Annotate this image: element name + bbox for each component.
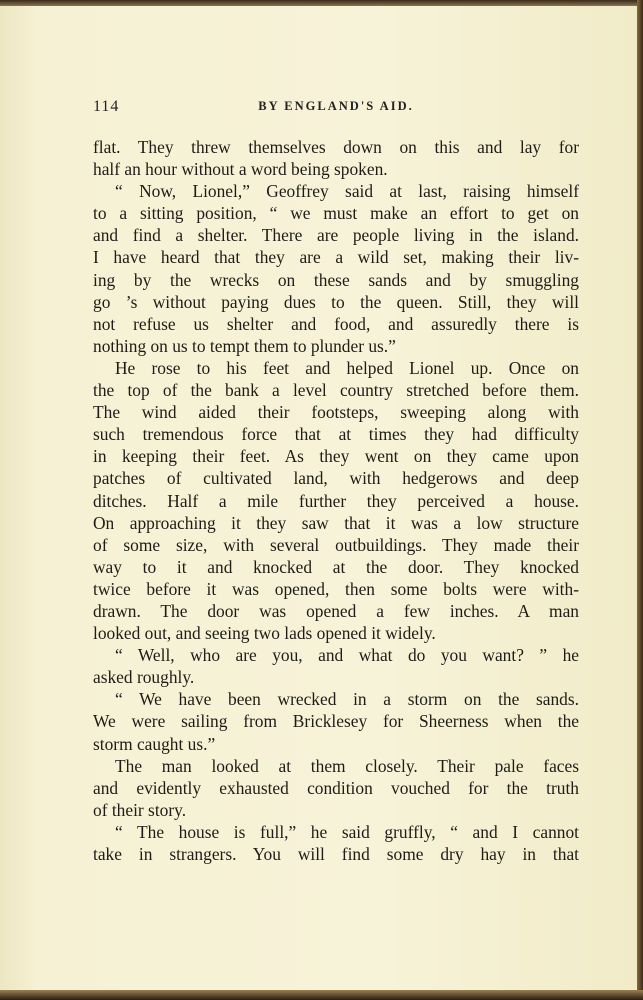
body-text xyxy=(93,136,579,865)
text-line: of some size, with several outbuildings. They made their xyxy=(93,534,579,555)
text-line: in keeping their feet. As they went on they came upon xyxy=(93,446,579,467)
text-line: flat. They threw themselves down on this and lay for xyxy=(93,137,579,157)
text-line: twice before it was opened, then some bolts were with- xyxy=(93,578,579,599)
book-page xyxy=(0,6,637,990)
text-line: the top of the bank a level country stretched before them. xyxy=(93,380,579,401)
text-line: “ We have been wrecked in a storm on the sands. xyxy=(115,689,579,710)
text-line: way to it and knocked at the door. They knocked xyxy=(93,556,579,577)
text-line: not refuse us shelter and food, and assuredly there is xyxy=(93,313,579,334)
text-line: asked roughly. xyxy=(93,667,195,688)
text-line: nothing on us to tempt them to plunder us.” xyxy=(93,335,396,356)
text-line: go ’s without paying dues to the queen. Still, they will xyxy=(93,291,579,312)
text-line: and evidently exhausted condition vouched for the truth xyxy=(93,777,579,798)
text-line: On approaching it they saw that it was a low structure xyxy=(93,512,579,533)
text-line: such tremendous force that at times they had difficulty xyxy=(93,424,579,445)
text-line: The man looked at them closely. Their pale faces xyxy=(115,755,579,776)
text-line: “ The house is full,” he said gruffly, “ and I cannot xyxy=(115,821,579,842)
text-line: ditches. Half a mile further they perceived a house. xyxy=(93,490,579,511)
book-bottom-edge xyxy=(0,990,643,1000)
text-line: to a sitting position, “ we must make an effort to get on xyxy=(93,203,579,224)
book-spine-edge xyxy=(637,0,643,1000)
text-line: The wind aided their footsteps, sweeping along with xyxy=(93,402,579,423)
text-line: patches of cultivated land, with hedgerows and deep xyxy=(93,468,579,489)
text-line: We were sailing from Bricklesey for Sheerness when the xyxy=(93,711,579,732)
text-line: drawn. The door was opened a few inches. A man xyxy=(93,600,579,621)
text-line: looked out, and seeing two lads opened it widely. xyxy=(93,623,436,644)
text-line: He rose to his feet and helped Lionel up. Once on xyxy=(115,357,579,378)
text-line: I have heard that they are a wild set, making their liv- xyxy=(93,247,579,268)
text-line: half an hour without a word being spoken. xyxy=(93,159,388,180)
text-line: ing by the wrecks on these sands and by smuggling xyxy=(93,269,579,290)
text-line: “ Now, Lionel,” Geoffrey said at last, raising himself xyxy=(115,181,579,202)
text-line: take in strangers. You will find some dry hay in that xyxy=(93,844,579,864)
running-title: BY ENGLAND'S AID. xyxy=(258,99,414,113)
text-line: storm caught us.” xyxy=(93,733,216,754)
text-line: “ Well, who are you, and what do you want? ” he xyxy=(115,645,579,666)
text-line: of their story. xyxy=(93,799,187,820)
text-line: and find a shelter. There are people living in the island. xyxy=(93,225,579,246)
page-header xyxy=(93,98,579,120)
page-number: 114 xyxy=(93,98,120,115)
